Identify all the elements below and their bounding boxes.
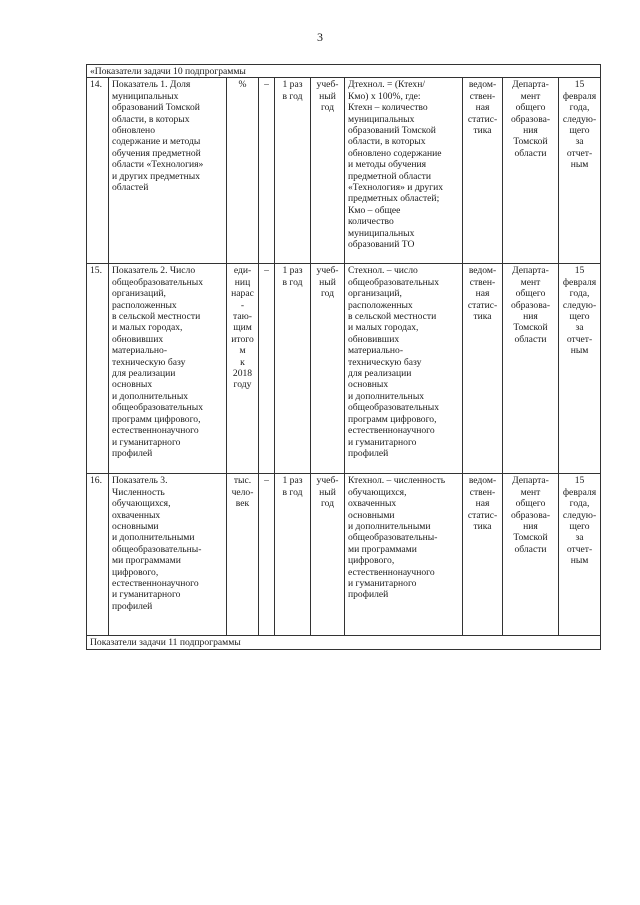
responsible-cell: Департа- мент общего образова- ния Томской области [503, 264, 559, 474]
table-row [87, 78, 601, 264]
frequency-cell: 1 раз в год [275, 264, 311, 474]
indicator-name: Показатель 2. Число общеобразовательных организаций, расположенных в сельской местности и малых городах, обновивших материально- техническую базу для реализации основных и дополнительных общеобразовательных программ цифрового, естественнонаучного и гуманитарного профилей [109, 264, 227, 474]
dash-cell: – [259, 264, 275, 474]
unit-cell: % [227, 78, 259, 264]
indicators-table [86, 64, 601, 650]
indicator-name: Показатель 1. Доля муниципальных образований Томской области, в которых обновлено содержание и методы обучения предметной области «Технология» и других предметных областей [109, 78, 227, 264]
method-cell: ведом- ствен- ная статис- тика [463, 264, 503, 474]
unit-cell: тыс. чело- век [227, 474, 259, 636]
section-row-task11 [87, 636, 601, 649]
page-number: 3 [317, 30, 323, 44]
dash-cell: – [259, 474, 275, 636]
section-header-task10: «Показатели задачи 10 подпрограммы [87, 65, 601, 78]
table-row [87, 264, 601, 474]
formula-cell: Дтехнол. = (Ктехн/ Кмо) х 100%, где: Ктехн – количество муниципальных образований Томской области, в которых обновлено содержание и методы обучения предметной области «Технология» и других предметных областей; Кмо – общее количество муниципальных образований ТО [345, 78, 463, 264]
formula-cell: Стехнол. – число общеобразовательных организаций, расположенных в сельской местности и малых городах, обновивших материально- техническую базу для реализации основных и дополнительных общеобразовательных программ цифрового, естественнонаучного и гуманитарного профилей [345, 264, 463, 474]
frequency-cell: 1 раз в год [275, 474, 311, 636]
responsible-cell: Департа- мент общего образова- ния Томской области [503, 78, 559, 264]
dash-cell: – [259, 78, 275, 264]
method-cell: ведом- ствен- ная статис- тика [463, 78, 503, 264]
period-cell: учеб- ный год [311, 474, 345, 636]
row-number: 16. [87, 474, 109, 636]
deadline-cell: 15 февраля года, следую- щего за отчет- ным [559, 264, 601, 474]
row-number: 15. [87, 264, 109, 474]
deadline-cell: 15 февраля года, следую- щего за отчет- ным [559, 78, 601, 264]
period-cell: учеб- ный год [311, 264, 345, 474]
deadline-cell: 15 февраля года, следую- щего за отчет- ным [559, 474, 601, 636]
unit-cell: еди- ниц нарас- таю- щим итогом к 2018 году [227, 264, 259, 474]
method-cell: ведом- ствен- ная статис- тика [463, 474, 503, 636]
row-number: 14. [87, 78, 109, 264]
section-header-task11: Показатели задачи 11 подпрограммы [87, 636, 601, 649]
period-cell: учеб- ный год [311, 78, 345, 264]
frequency-cell: 1 раз в год [275, 78, 311, 264]
responsible-cell: Департа- мент общего образова- ния Томской области [503, 474, 559, 636]
indicator-name: Показатель 3. Численность обучающихся, охваченных основными и дополнительными общеобразовательны- ми программами цифрового, естественнонаучного и гуманитарного профилей [109, 474, 227, 636]
formula-cell: Ктехнол. – численность обучающихся, охваченных основными и дополнительными общеобразовательны- ми программами цифрового, естественнонаучного и гуманитарного профилей [345, 474, 463, 636]
section-row-task10 [87, 65, 601, 78]
table-row [87, 474, 601, 636]
